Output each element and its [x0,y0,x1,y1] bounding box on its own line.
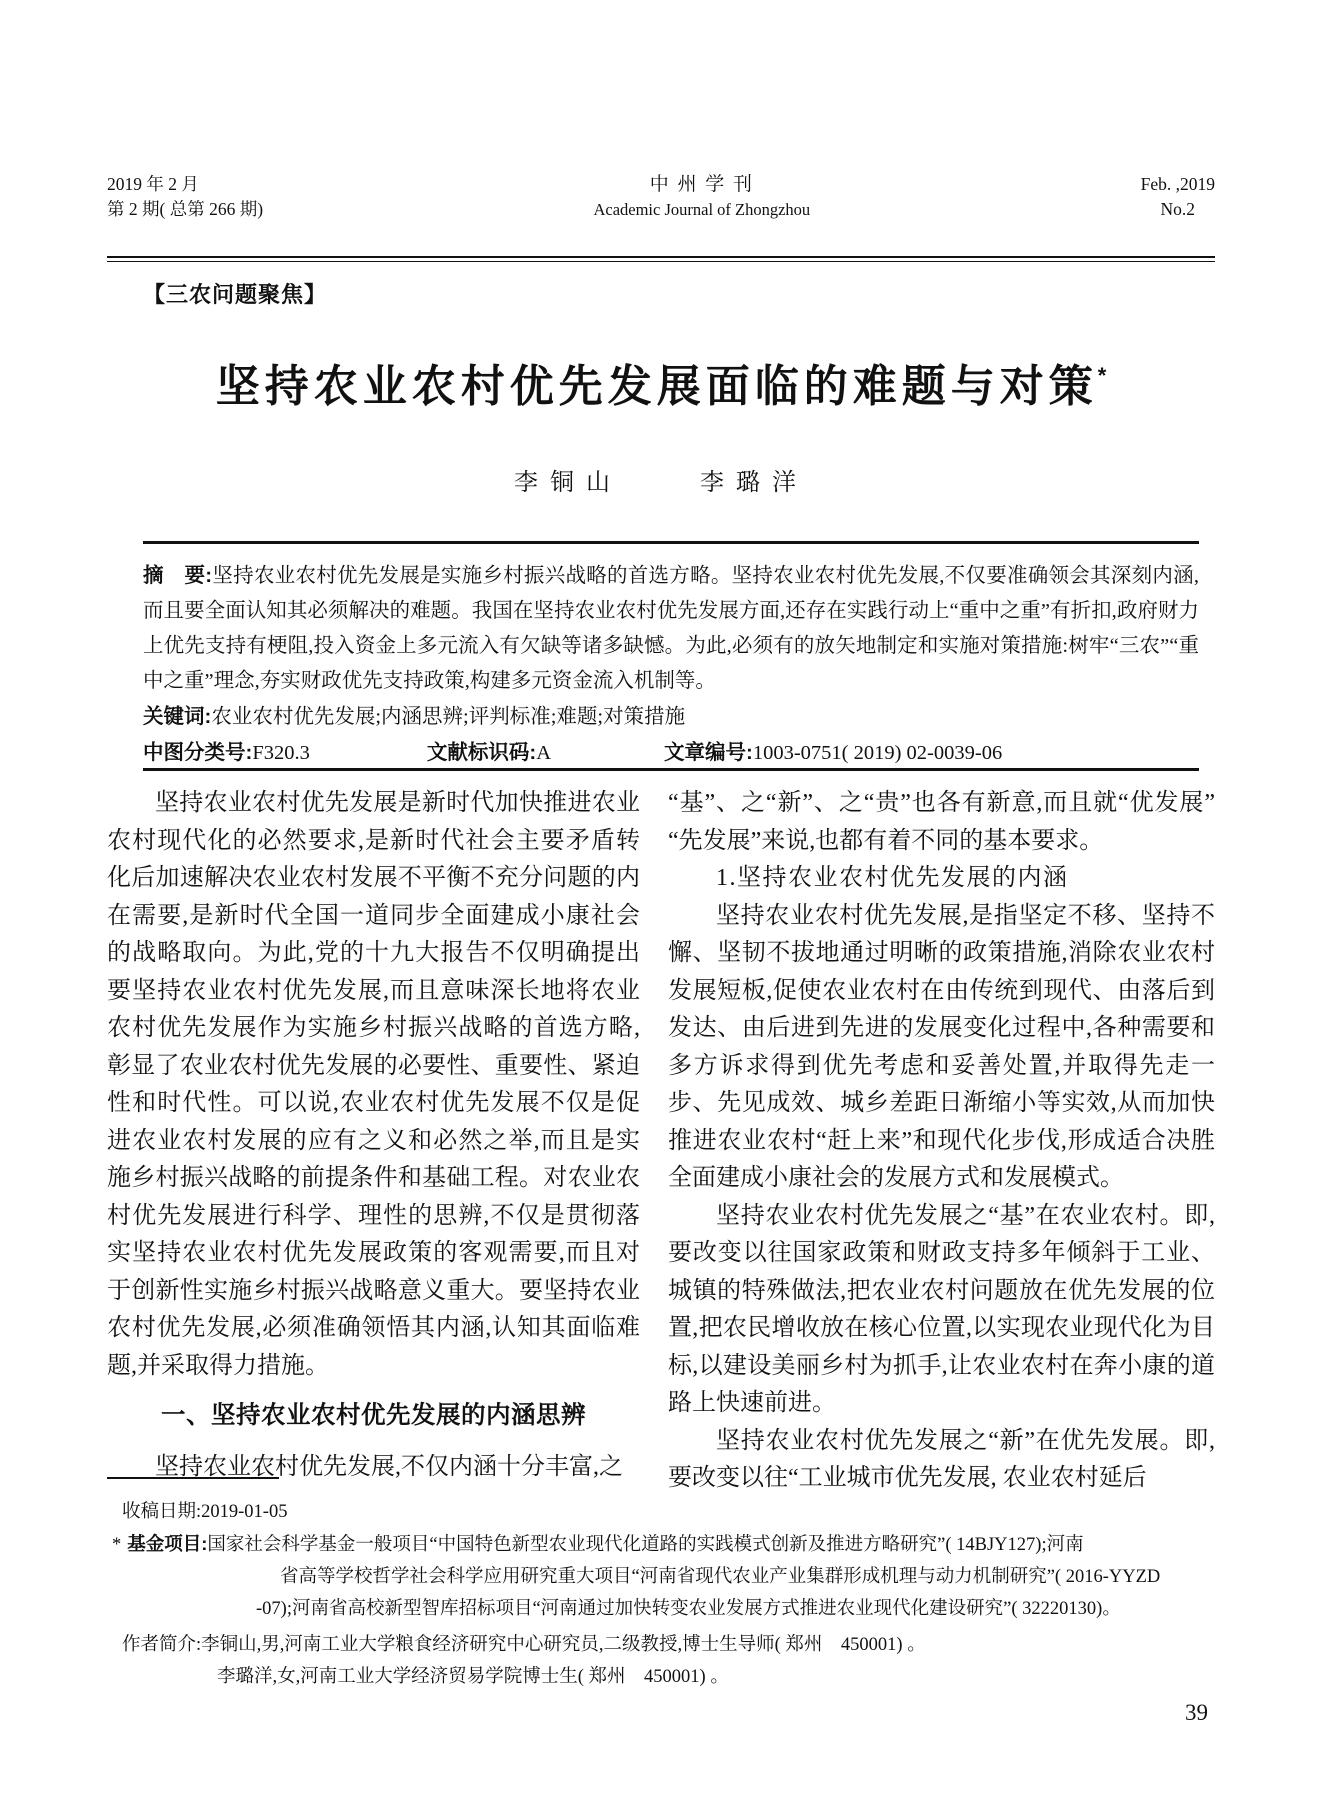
body-paragraph: 坚持农业农村优先发展,是指坚定不移、坚持不懈、坚韧不拔地通过明晰的政策措施,消除农业农村发展短板,促使农业农村在由传统到现代、由落后到发达、由后进到先进的发展变化过程中,各种需要和多方诉求得到优先考虑和妥善处置,并取得先走一步、先见成效、城乡差距日渐缩小等实效,从而加快推进农业农村“赶上来”和现代化步伐,形成适合决胜全面建成小康社会的发展方式和发展模式。 [668,902,1215,1191]
head-issue-number-cn: 第 2 期( 总第 266 期) [107,199,264,219]
head-issue-number-en: No.2 [1160,199,1196,219]
keywords-line [143,699,1199,735]
doc-code-item [427,735,551,771]
running-head [107,172,1215,222]
column-tag: 【三农问题聚焦】 [143,282,328,307]
keywords-text: 农业农村优先发展;内涵思辨;评判标准;难题;对策措施 [211,706,686,728]
doc-code-label: 文献标识码: [426,741,537,764]
meta-spacer [551,735,664,771]
journal-title-cn: 中 州 学 刊 [649,174,754,195]
article-no-item [664,735,1002,771]
body-columns [107,785,1215,1498]
section-heading-1: 一、坚持农业农村优先发展的内涵思辨 [161,1402,586,1429]
article-no-value: 1003-0751( 2019) 02-0039-06 [752,742,1003,764]
author-bio-text: 李铜山,男,河南工业大学粮食经济研究中心研究员,二级教授,博士生导师( 郑州 450001) 。 [201,1635,926,1655]
abstract-top-rule [143,541,1199,544]
body-paragraph: 坚持农业农村优先发展之“基”在农业农村。即,要改变以往国家政策和财政支持多年倾斜于工业、城镇的特殊做法,把农业农村问题放在优先发展的位置,把农民增收放在核心位置,以实现农业现代化为目标,以建设美丽乡村为抓手,让农业农村在奔小康的道路上快速前进。 [668,1202,1215,1416]
author-name: 李璐洋 [700,470,808,496]
article-title-text: 坚持农业农村优先发展面临的难题与对策 [215,362,1098,411]
received-date-label: 收稿日期: [122,1502,202,1522]
author-line [107,462,1215,497]
abstract-text: 坚持农业农村优先发展是实施乡村振兴战略的首选方略。坚持农业农村优先发展,不仅要准确领会其深刻内涵,而且要全面认知其必须解决的难题。我国在坚持农业农村优先发展方面,还存在实践行动上“重中之重”有折扣,政府财力上优先支持有梗阻,投入资金上多元流入有欠缺等诸多缺憾。为此,必须有的放矢地制定和实施对策措施:树牢“三农”“重中之重”理念,夯实财政优先支持政策,构建多元资金流入机制等。 [143,565,1200,692]
author-bio-line-1 [107,1629,1222,1661]
author-name: 李铜山 [514,470,622,496]
keywords-label: 关键词: [143,705,212,728]
article-no-label: 文章编号: [664,741,753,764]
right-column [668,785,1215,1498]
author-bio-label: 作者简介: [122,1635,202,1655]
received-date-line [107,1496,1222,1528]
head-issue-date-en: Feb. ,2019 [1140,174,1215,194]
article-title [107,348,1215,415]
body-paragraph: 坚持农业农村优先发展之“新”在优先发展。即,要改变以往“工业城市优先发展, 农业农村延后 [668,1427,1215,1491]
classification-line [143,735,1199,771]
abstract-bottom-rule [143,768,1199,771]
footnote-separator-rule [107,1477,279,1479]
subsection-heading-1: 1.坚持农业农村优先发展的内涵 [716,865,1069,891]
fund-project-line-1 [107,1528,1222,1561]
fund-project-text: 国家社会科学基金一般项目“中国特色新型农业现代化道路的实践模式创新及推进方略研究”( 14BJY127);河南 [207,1535,1084,1555]
fund-project-line-3: -07);河南省高校新型智库招标项目“河南通过加快转变农业发展方式推进农业现代化建设研究”( 32220130)。 [256,1599,1121,1619]
head-issue-info [107,172,263,222]
left-column [107,785,640,1498]
author-bio-line-2: 李璐洋,女,河南工业大学经济贸易学院博士生( 郑州 450001) 。 [217,1667,729,1687]
abstract-block [143,558,1199,771]
abstract-paragraph [143,558,1199,699]
meta-spacer [310,735,427,771]
clc-value: F320.3 [252,742,310,764]
header-double-rule [107,256,1215,262]
clc-label: 中图分类号: [143,741,253,764]
journal-title-en: Academic Journal of Zhongzhou [593,200,811,219]
received-date-value: 2019-01-05 [201,1502,288,1522]
head-issue-date-cn: 2019 年 2 月 [107,174,199,194]
head-journal-name [593,172,810,222]
fund-project-line-2: 省高等学校哲学社会科学应用研究重大项目“河南省现代农业产业集群形成机理与动力机制研究”( 2016-YYZD [280,1567,1161,1587]
doc-code-value: A [536,742,551,764]
fund-asterisk-marker: * [112,1535,122,1555]
title-footnote-marker: * [1097,363,1107,388]
clc-item [143,735,310,771]
body-paragraph-continuation: “基”、之“新”、之“贵”也各有新意,而且就“优发展”“先发展”来说,也都有着不同的基本要求。 [668,790,1215,854]
page-number: 39 [1185,1700,1208,1725]
head-issue-info-en [1141,172,1215,222]
body-paragraph: 坚持农业农村优先发展是新时代加快推进农业农村现代化的必然要求,是新时代社会主要矛盾转化后加速解决农业农村发展不平衡不充分问题的内在需要,是新时代全国一道同步全面建成小康社会的战略取向。为此,党的十九大报告不仅明确提出要坚持农业农村优先发展,而且意味深长地将农业农村优先发展作为实施乡村振兴战略的首选方略,彰显了农业农村优先发展的必要性、重要性、紧迫性和时代性。可以说,农业农村优先发展不仅是促进农业农村发展的应有之义和必然之举,而且是实施乡村振兴战略的前提条件和基础工程。对农业农村优先发展进行科学、理性的思辨,不仅是贯彻落实坚持农业农村优先发展政策的客观需要,而且对于创新性实施乡村振兴战略意义重大。要坚持农业农村优先发展,必须准确领悟其内涵,认知其面临难题,并采取得力措施。 [107,790,640,1379]
body-paragraph: 坚持农业农村优先发展,不仅内涵十分丰富,之 [155,1453,623,1480]
footnote-block [107,1496,1222,1693]
abstract-label: 摘 要: [143,564,213,587]
fund-project-label: 基金项目: [127,1533,208,1554]
